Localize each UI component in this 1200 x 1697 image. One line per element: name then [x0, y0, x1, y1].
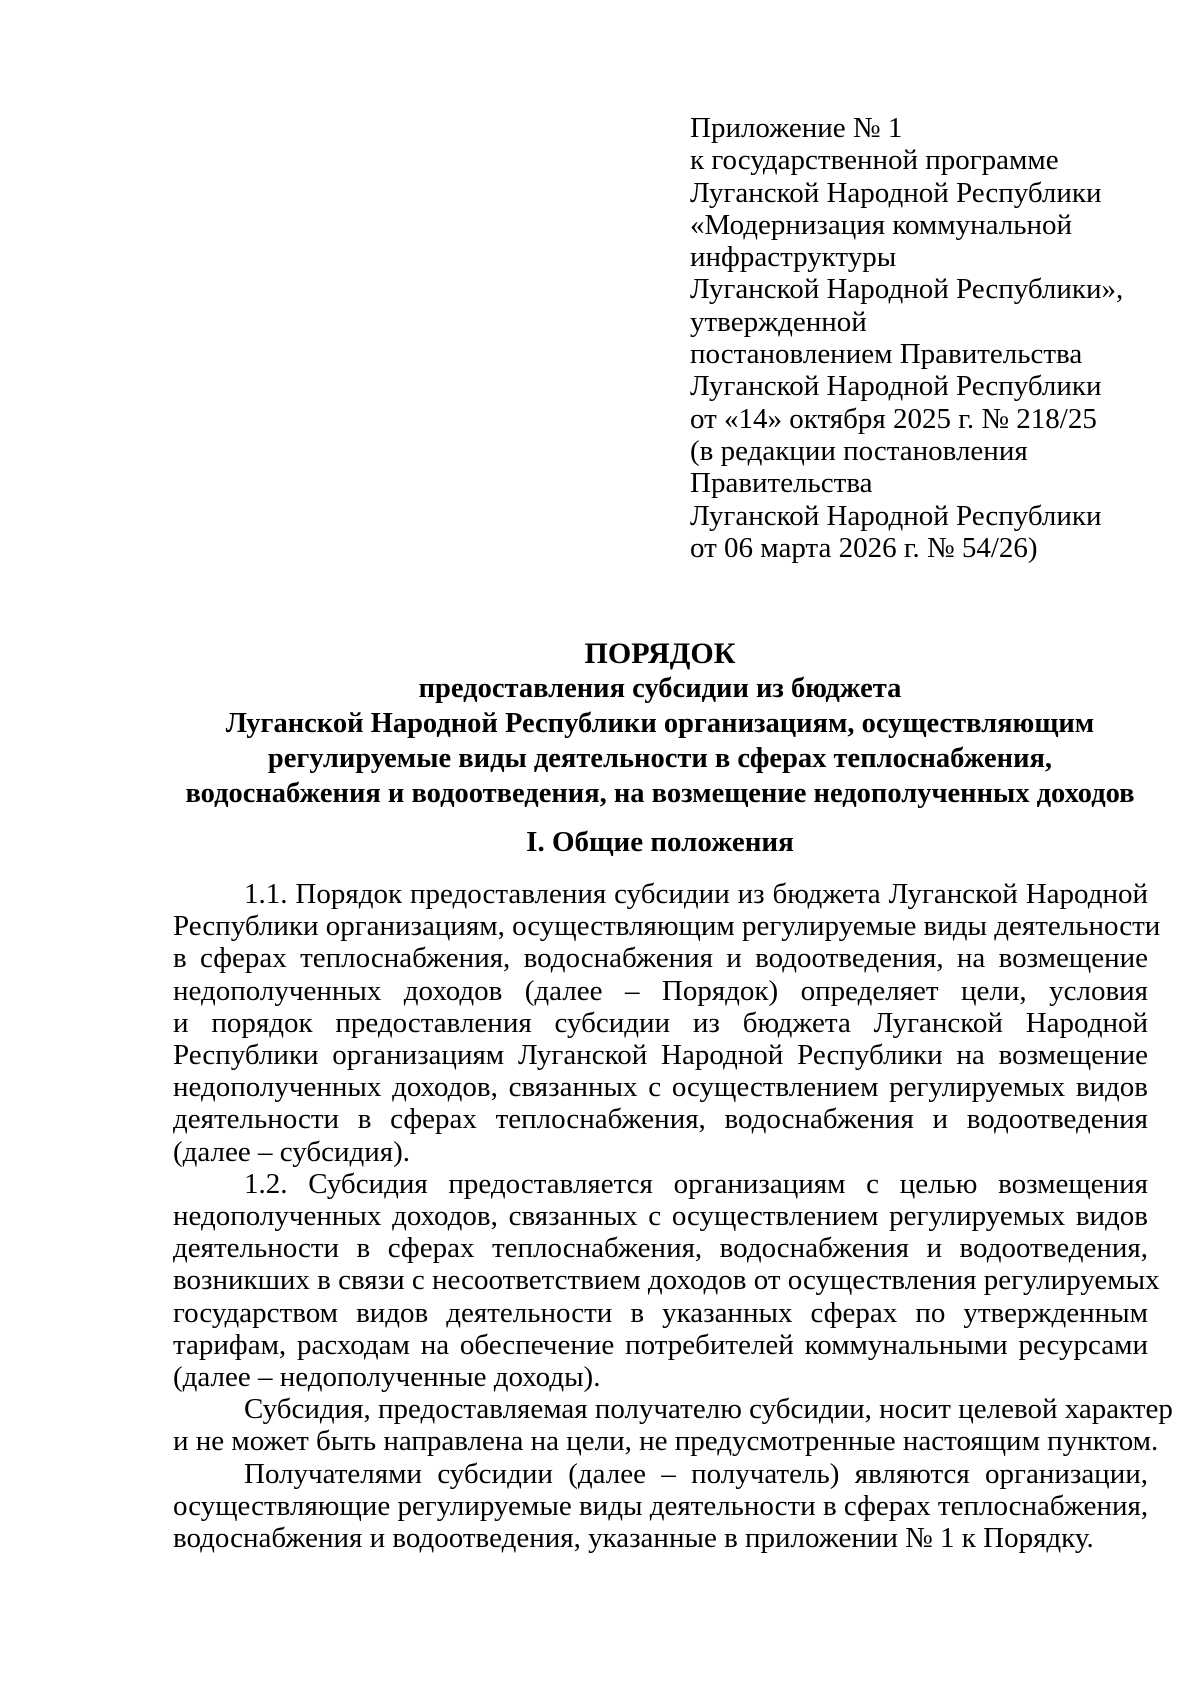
appendix-line: «Модернизация коммунальной — [690, 208, 1072, 241]
paragraph-line: (далее – субсидия). — [173, 1135, 411, 1168]
title-line: предоставления субсидии из бюджета — [418, 673, 902, 704]
paragraph-line: недополученных доходов (далее – Порядок) определяет цели, условия — [173, 974, 1148, 1007]
appendix-line: Правительства — [690, 467, 873, 500]
body-text — [173, 878, 1173, 1555]
paragraph-line: деятельности в сферах теплоснабжения, водоснабжения и водоотведения, — [173, 1232, 1148, 1265]
paragraph-recipients — [173, 1458, 1148, 1555]
paragraph-line: деятельности в сферах теплоснабжения, водоснабжения и водоотведения — [173, 1103, 1148, 1136]
paragraph-1-1 — [173, 878, 1161, 1168]
title-line: водоснабжения и водоотведения, на возмещение недополученных доходов — [185, 778, 1135, 809]
paragraph-line: 1.1. Порядок предоставления субсидии из бюджета Луганской Народной — [244, 878, 1148, 910]
appendix-line: постановлением Правительства — [690, 338, 1083, 371]
appendix-line: от «14» октября 2025 г. № 218/25 — [690, 402, 1097, 435]
appendix-line: Луганской Народной Республики — [690, 176, 1102, 209]
appendix-line: утвержденной — [690, 305, 867, 338]
appendix-line: Луганской Народной Республики», — [690, 273, 1124, 306]
appendix-note — [690, 112, 1160, 564]
appendix-line: Луганской Народной Республики — [690, 370, 1102, 403]
title-line: Луганской Народной Республики организациям, осуществляющим — [225, 708, 1095, 739]
paragraph-line: Республики организациям, осуществляющим регулируемые виды деятельности — [173, 910, 1161, 943]
appendix-line: (в редакции постановления — [690, 434, 1028, 467]
appendix-line: Приложение № 1 — [690, 112, 903, 144]
paragraph-line: Субсидия, предоставляемая получателю субсидии, носит целевой характер — [244, 1393, 1173, 1426]
paragraph-line: Республики организациям Луганской Народной Республики на возмещение — [173, 1039, 1148, 1072]
document-title — [170, 636, 1150, 811]
paragraph-line: осуществляющие регулируемые виды деятельности в сферах теплоснабжения, — [173, 1489, 1149, 1522]
paragraph-line: (далее – недополученные доходы). — [173, 1361, 601, 1394]
appendix-line: инфраструктуры — [690, 241, 897, 274]
paragraph-line: тарифам, расходам на обеспечение потребителей коммунальными ресурсами — [173, 1328, 1148, 1361]
paragraph-line: 1.2. Субсидия предоставляется организациям с целью возмещения — [244, 1167, 1148, 1200]
appendix-line: к государственной программе — [690, 144, 1059, 177]
title-main: ПОРЯДОК — [584, 637, 736, 670]
appendix-line: Луганской Народной Республики — [690, 499, 1102, 532]
paragraph-1-2 — [173, 1167, 1160, 1394]
paragraph-line: возникших в связи с несоответствием доходов от осуществления регулируемых — [173, 1264, 1160, 1297]
paragraph-line: водоснабжения и водоотведения, указанные в приложении № 1 к Порядку. — [173, 1522, 1094, 1555]
paragraph-subsidy-purpose — [173, 1393, 1173, 1458]
paragraph-line: государством видов деятельности в указанных сферах по утвержденным — [173, 1296, 1148, 1329]
appendix-line: от 06 марта 2026 г. № 54/26) — [690, 531, 1038, 564]
paragraph-line: недополученных доходов, связанных с осуществлением регулируемых видов — [173, 1071, 1148, 1104]
paragraph-line: в сферах теплоснабжения, водоснабжения и водоотведения, на возмещение — [173, 942, 1148, 975]
paragraph-line: Получателями субсидии (далее – получатель) являются организации, — [244, 1457, 1148, 1490]
paragraph-line: и не может быть направлена на цели, не предусмотренные настоящим пунктом. — [173, 1425, 1159, 1458]
paragraph-line: и порядок предоставления субсидии из бюджета Луганской Народной — [173, 1006, 1148, 1039]
title-line: регулируемые виды деятельности в сферах теплоснабжения, — [267, 743, 1053, 774]
section-heading: I. Общие положения — [526, 826, 794, 858]
paragraph-line: недополученных доходов, связанных с осуществлением регулируемых видов — [173, 1200, 1148, 1233]
